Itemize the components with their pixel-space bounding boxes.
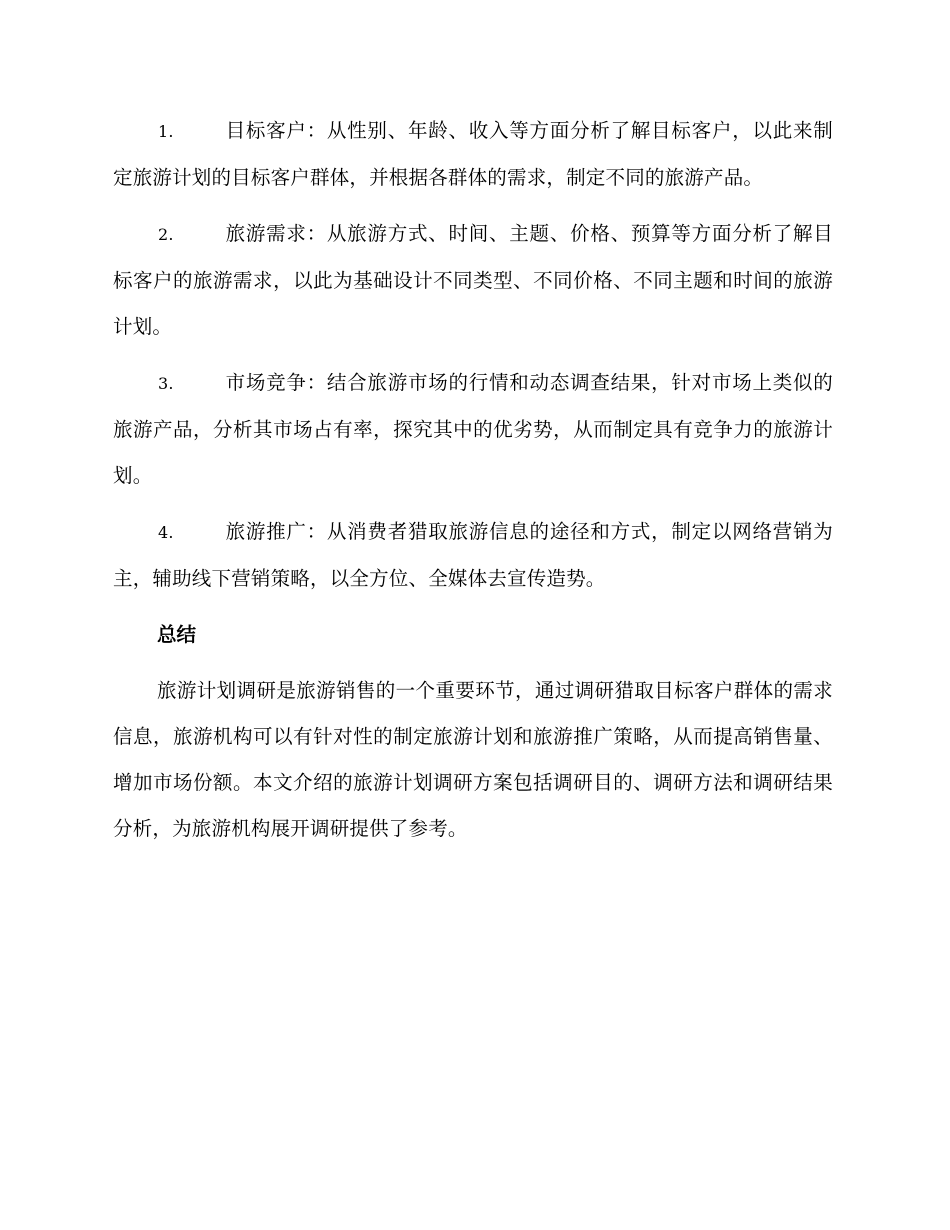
list-item-number: 4. [158, 523, 174, 542]
list-item-text: 目标客户：从性别、年龄、收入等方面分析了解目标客户，以此来制定旅游计划的目标客户群体，并根据各群体的需求，制定不同的旅游产品。 [113, 119, 833, 189]
list-item-target-customers [113, 108, 833, 201]
list-item-text: 旅游需求：从旅游方式、时间、主题、价格、预算等方面分析了解目标客户的旅游需求，以此为基础设计不同类型、不同价格、不同主题和时间的旅游计划。 [113, 222, 833, 338]
list-item-text: 旅游推广：从消费者猎取旅游信息的途径和方式，制定以网络营销为主，辅助线下营销策略，以全方位、全媒体去宣传造势。 [113, 520, 833, 590]
document-page [113, 108, 833, 852]
list-item-number: 1. [158, 122, 174, 141]
list-item-travel-demand [113, 211, 833, 350]
list-item-text: 市场竞争：结合旅游市场的行情和动态调查结果，针对市场上类似的旅游产品，分析其市场占有率，探究其中的优劣势，从而制定具有竞争力的旅游计划。 [113, 371, 833, 487]
list-item-market-competition [113, 360, 833, 499]
summary-paragraph: 旅游计划调研是旅游销售的一个重要环节，通过调研猎取目标客户群体的需求信息，旅游机构可以有针对性的制定旅游计划和旅游推广策略，从而提高销售量、增加市场份额。本文介绍的旅游计划调研方案包括调研目的、调研方法和调研结果分析，为旅游机构展开调研提供了参考。 [113, 679, 833, 840]
summary-heading: 总结 [157, 623, 197, 646]
list-item-number: 2. [158, 225, 174, 244]
list-item-number: 3. [158, 374, 174, 393]
list-item-travel-promotion [113, 509, 833, 602]
